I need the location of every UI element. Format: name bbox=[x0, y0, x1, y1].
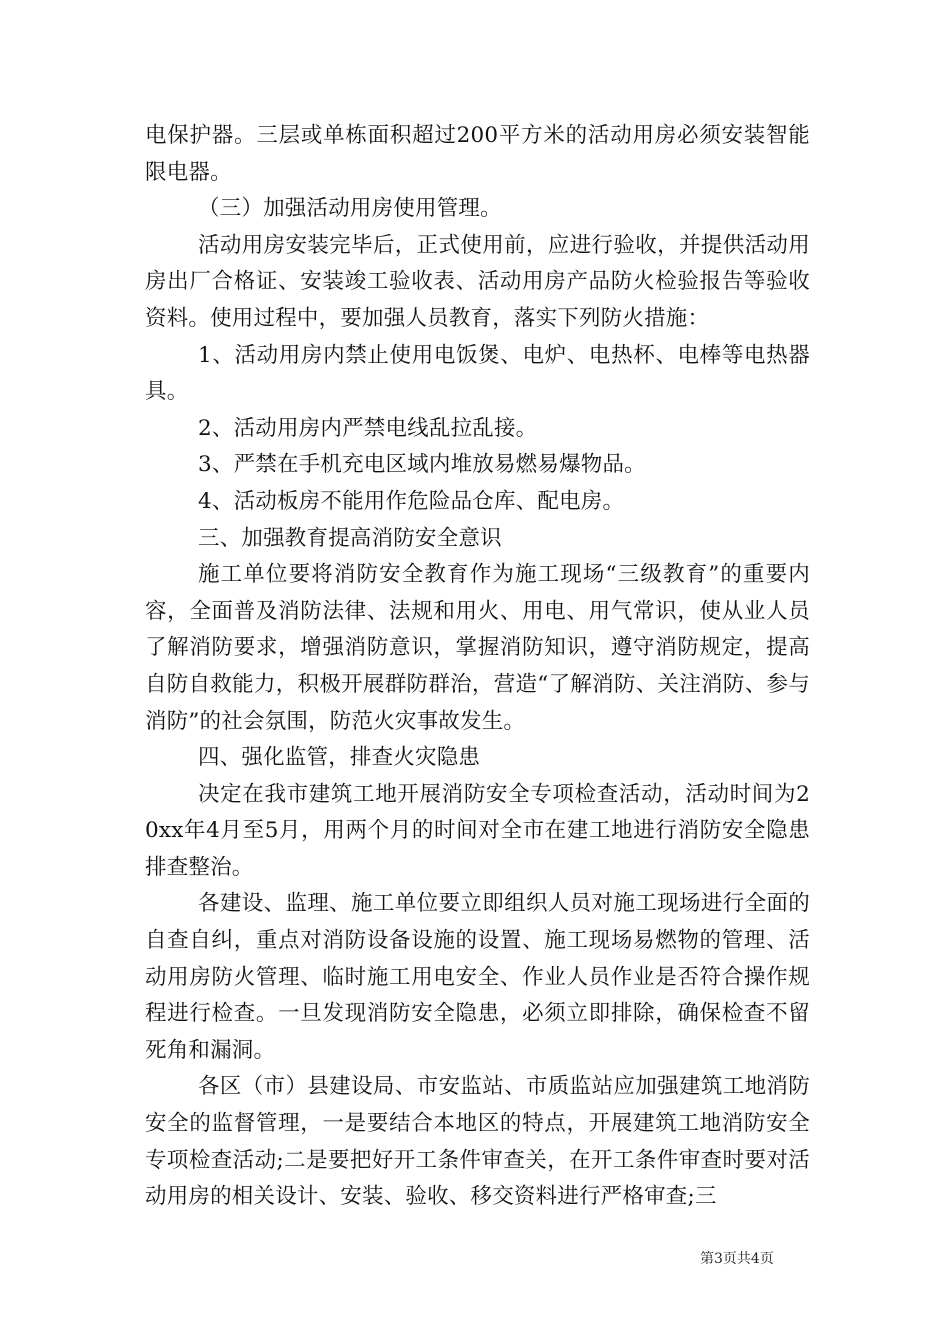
paragraph-3: 活动用房安装完毕后，正式使用前，应进行验收，并提供活动用房出厂合格证、安装竣工验收表、活动用房产品防火检验报告等验收资料。使用过程中，要加强人员教育，落实下列防火措施： bbox=[145, 232, 810, 331]
paragraph-2: （三）加强活动用房使用管理。 bbox=[198, 196, 502, 222]
paragraph-6: 3、严禁在手机充电区域内堆放易燃易爆物品。 bbox=[198, 452, 646, 478]
paragraph-13: 各区（市）县建设局、市安监站、市质监站应加强建筑工地消防安全的监督管理，一是要结合本地区的特点，开展建筑工地消防安全专项检查活动;二是要把好开工条件审查关，在开工条件审查时要对活动用房的相关设计、安装、验收、移交资料进行严格审查;三 bbox=[145, 1074, 810, 1210]
section-heading-3: 三、加强教育提高消防安全意识 bbox=[198, 525, 502, 551]
paragraph-1: 电保护器。三层或单栋面积超过200平方米的活动用房必须安装智能限电器。 bbox=[145, 123, 810, 185]
paragraph-12: 各建设、监理、施工单位要立即组织人员对施工现场进行全面的自查自纠，重点对消防设备设施的设置、施工现场易燃物的管理、活动用房防火管理、临时施工用电安全、作业人员作业是否符合操作规程进行检查。一旦发现消防安全隐患，必须立即排除，确保检查不留死角和漏洞。 bbox=[145, 891, 810, 1063]
paragraph-11: 决定在我市建筑工地开展消防安全专项检查活动，活动时间为20xx年4月至5月，用两个月的时间对全市在建工地进行消防安全隐患排查整治。 bbox=[145, 781, 810, 880]
page-number-footer: 第3页共4页 bbox=[700, 1251, 774, 1267]
paragraph-4: 1、活动用房内禁止使用电饭煲、电炉、电热杯、电棒等电热器具。 bbox=[145, 342, 810, 405]
document-body bbox=[145, 118, 810, 1216]
paragraph-5: 2、活动用房内严禁电线乱拉乱接。 bbox=[198, 415, 538, 441]
paragraph-7: 4、活动板房不能用作危险品仓库、配电房。 bbox=[198, 488, 625, 514]
section-heading-4: 四、强化监管，排查火灾隐患 bbox=[198, 745, 481, 771]
paragraph-9: 施工单位要将消防安全教育作为施工现场“三级教育”的重要内容，全面普及消防法律、法规和用火、用电、用气常识，使从业人员了解消防要求，增强消防意识，掌握消防知识，遵守消防规定，提高自防自救能力，积极开展群防群治，营造“了解消防、关注消防、参与消防”的社会氛围，防范火灾事故发生。 bbox=[145, 562, 810, 734]
